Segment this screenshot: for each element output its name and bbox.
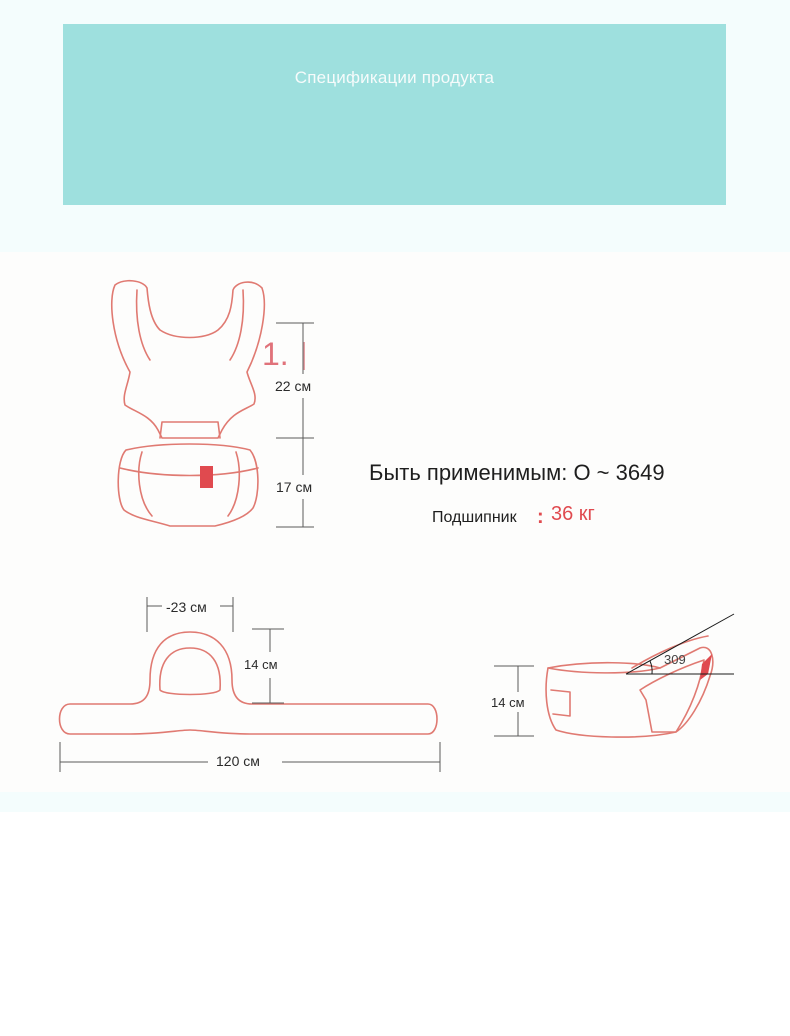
- seat-angle-label: 309: [664, 652, 686, 667]
- bearing-colon: :: [537, 506, 544, 528]
- upper-height-label: 22 см: [275, 378, 312, 394]
- banner-title: Спецификации продукта: [294, 68, 495, 87]
- step-number: 1.: [262, 336, 289, 372]
- carrier-waist-link: [160, 422, 220, 438]
- side-seat-body: [546, 647, 713, 737]
- side-height-label: 14 см: [491, 695, 525, 710]
- applicable-label: Быть применимым:: [369, 460, 568, 485]
- belt-length-label: 120 см: [216, 753, 260, 769]
- seat-height-label: 14 см: [244, 657, 278, 672]
- bearing-label: Подшипник: [432, 509, 517, 526]
- carrier-label-patch: [200, 466, 213, 488]
- bearing-value: 36 кг: [551, 503, 595, 525]
- side-seat-pocket: [551, 690, 570, 716]
- applicable-age-text: [369, 460, 665, 486]
- belt-seat-pad: [160, 648, 220, 695]
- belt-outline: [60, 632, 438, 734]
- side-seat-top: [548, 668, 660, 673]
- carrier-hip-seat-inner: [139, 452, 152, 516]
- applicable-value: O ~ 3649: [573, 460, 665, 485]
- carrier-hip-seat-band: [120, 468, 258, 476]
- carrier-hip-seat-inner-r: [228, 452, 239, 516]
- seat-width-label: -23 см: [166, 599, 207, 615]
- lower-height-label: 17 см: [276, 479, 313, 495]
- carrier-back-panel: [112, 281, 265, 438]
